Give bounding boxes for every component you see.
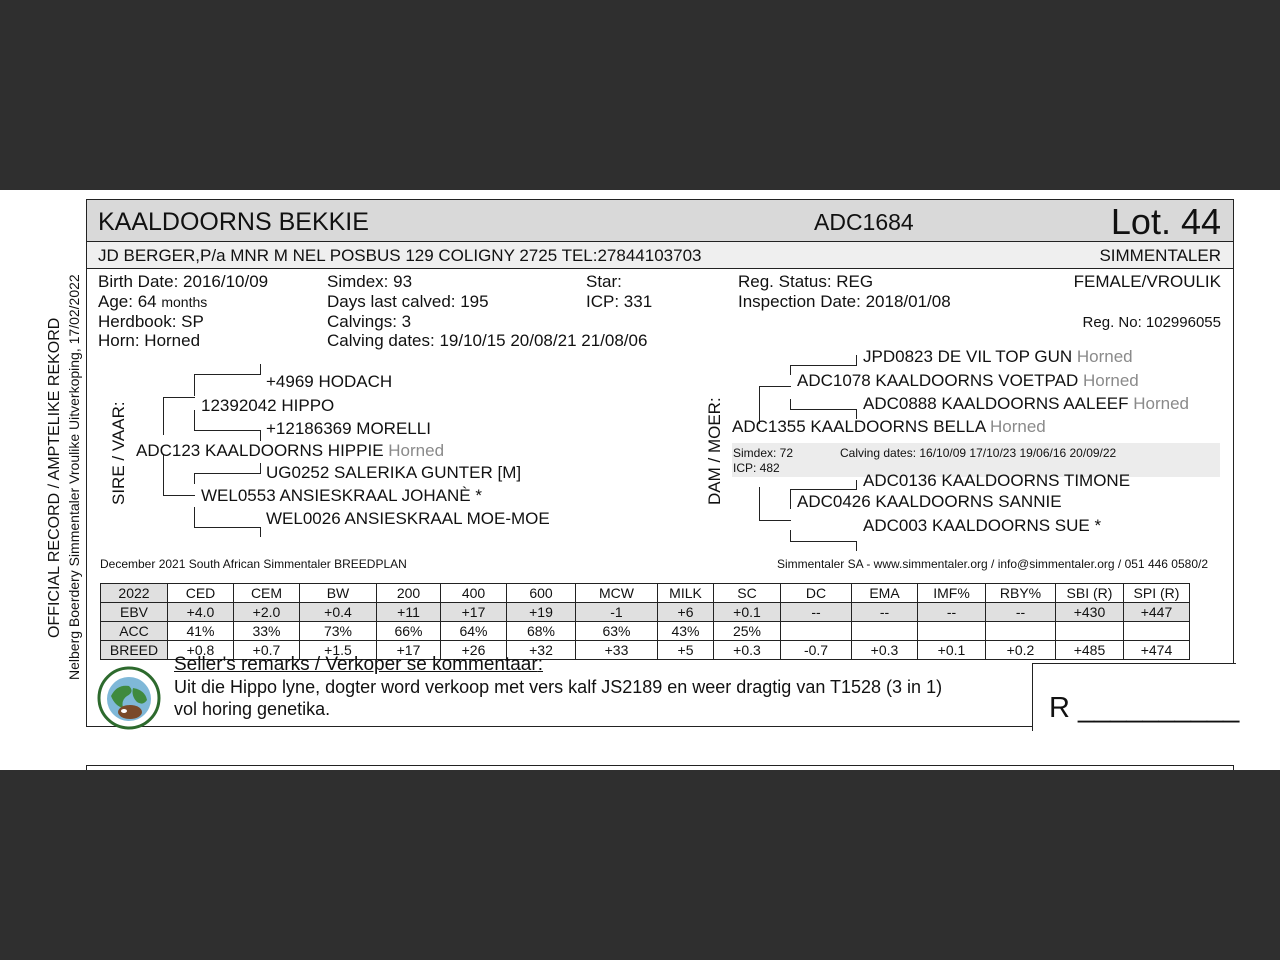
acc-cell — [852, 622, 918, 641]
acc-cell: 66% — [377, 622, 441, 641]
acc-cell — [781, 622, 852, 641]
ebv-col-header: DC — [781, 584, 852, 603]
sire-label: SIRE / VAAR: — [109, 401, 128, 505]
ebv-cell: -- — [852, 603, 918, 622]
breed-cell: +1.5 — [300, 641, 377, 660]
dam-simdex: Simdex: 72 — [733, 446, 794, 460]
ebv-col-header: SPI (R) — [1124, 584, 1190, 603]
reg-status: Reg. Status: REG — [738, 272, 874, 291]
remarks-line-2: vol horing genetika. — [174, 699, 331, 719]
breed-cell: +33 — [576, 641, 658, 660]
acc-cell: 41% — [168, 622, 234, 641]
ebv-cell: +19 — [507, 603, 576, 622]
dam-dam-dam: ADC003 KAALDOORNS SUE * — [863, 516, 1102, 535]
dam-sire-dam: ADC0888 KAALDOORNS AALEEF Horned — [863, 394, 1190, 413]
animal-name: KAALDOORNS BEKKIE — [98, 208, 369, 236]
breed-cell: +0.2 — [986, 641, 1056, 660]
days-last-calved: Days last calved: 195 — [327, 292, 489, 311]
ebv-col-header: IMF% — [918, 584, 986, 603]
ebv-cell: +11 — [377, 603, 441, 622]
animal-code: ADC1684 — [814, 209, 914, 235]
owner-bar — [87, 242, 1233, 269]
calving-dates: Calving dates: 19/10/15 20/08/21 21/08/06 — [327, 331, 648, 350]
herdbook: Herdbook: SP — [98, 312, 204, 331]
breed-cell: +0.1 — [918, 641, 986, 660]
dam-icp: ICP: 482 — [733, 461, 780, 475]
acc-cell: 43% — [658, 622, 714, 641]
simmentaler-logo-icon — [97, 666, 161, 730]
ebv-header-row — [101, 584, 1190, 603]
dam-label: DAM / MOER: — [705, 397, 724, 505]
next-lot-card-edge — [86, 765, 1234, 770]
ebv-col-header: 600 — [507, 584, 576, 603]
ebv-cell: +2.0 — [234, 603, 300, 622]
horn-status: Horn: Horned — [98, 331, 201, 350]
dam-dam-sire: ADC0136 KAALDOORNS TIMONE — [863, 471, 1131, 490]
reg-number: Reg. No: 102996055 — [1082, 314, 1221, 331]
star: Star: — [586, 272, 622, 291]
breed-cell: +0.3 — [852, 641, 918, 660]
owner-details: JD BERGER,P/a MNR M NEL POSBUS 129 COLIGNY 2725 TEL:27844103703 — [98, 246, 702, 265]
ebv-cell: EBV — [101, 603, 168, 622]
breedplan-contact: Simmentaler SA - www.simmentaler.org / info@simmentaler.org / 051 446 0580/2 — [776, 557, 1208, 571]
acc-row — [101, 622, 1190, 641]
ebv-cell: +6 — [658, 603, 714, 622]
breed-label: SIMMENTALER — [1099, 246, 1221, 265]
ebv-cell: -- — [986, 603, 1056, 622]
ebv-col-header: SC — [714, 584, 781, 603]
breed-cell: +474 — [1124, 641, 1190, 660]
acc-cell: 63% — [576, 622, 658, 641]
acc-cell: 73% — [300, 622, 377, 641]
ebv-col-header: RBY% — [986, 584, 1056, 603]
dam-name: ADC1355 KAALDOORNS BELLA Horned — [732, 417, 1046, 436]
breed-cell: BREED — [101, 641, 168, 660]
ebv-cell: +447 — [1124, 603, 1190, 622]
remarks-line-1: Uit die Hippo lyne, dogter word verkoop met vers kalf JS2189 en weer dragtig van T1528 (3 in 1) — [174, 677, 943, 697]
sire-sire: 12392042 HIPPO — [201, 396, 335, 415]
acc-cell: 33% — [234, 622, 300, 641]
ebv-cell: +430 — [1056, 603, 1124, 622]
inspection-date: Inspection Date: 2018/01/08 — [738, 292, 951, 311]
age: Age: 64 months — [98, 292, 208, 311]
ebv-cell: +17 — [441, 603, 507, 622]
sire-dam: WEL0553 ANSIESKRAAL JOHANÈ * — [201, 486, 482, 505]
dam-sire: ADC1078 KAALDOORNS VOETPAD Horned — [797, 371, 1139, 390]
ebv-cell: +0.4 — [300, 603, 377, 622]
sire-sire-sire: +4969 HODACH — [266, 372, 393, 391]
ebv-col-header: BW — [300, 584, 377, 603]
breed-cell: +5 — [658, 641, 714, 660]
acc-cell — [1056, 622, 1124, 641]
sire-dam-sire: UG0252 SALERIKA GUNTER [M] — [266, 463, 522, 482]
title-bar — [87, 200, 1233, 242]
breedplan-source: December 2021 South African Simmentaler BREEDPLAN — [100, 557, 407, 571]
breed-cell: -0.7 — [781, 641, 852, 660]
ebv-cell: +0.1 — [714, 603, 781, 622]
ebv-cell: -- — [918, 603, 986, 622]
sire-dam-dam: WEL0026 ANSIESKRAAL MOE-MOE — [266, 509, 550, 528]
birth-date: Birth Date: 2016/10/09 — [98, 272, 269, 291]
acc-cell — [986, 622, 1056, 641]
ebv-col-header: 2022 — [101, 584, 168, 603]
dam-sire-sire: JPD0823 DE VIL TOP GUN Horned — [863, 347, 1133, 366]
ebv-col-header: CEM — [234, 584, 300, 603]
ebv-col-header: MCW — [576, 584, 658, 603]
breed-cell: +0.7 — [234, 641, 300, 660]
official-record-label: OFFICIAL RECORD / AMPTELIKE REKORD — [46, 317, 63, 638]
auction-label: Nelberg Boerdery Simmentaler Vroulike Uitverkoping, 17/02/2022 — [66, 274, 82, 680]
ebv-cell: +4.0 — [168, 603, 234, 622]
ebv-table — [100, 583, 1190, 660]
breed-cell: +17 — [377, 641, 441, 660]
ebv-col-header: EMA — [852, 584, 918, 603]
remarks-title: Seller's remarks / Verkoper se kommentaar: — [174, 654, 543, 675]
icp: ICP: 331 — [586, 292, 653, 311]
breed-cell: +0.3 — [714, 641, 781, 660]
ebv-row — [101, 603, 1190, 622]
catalog-sheet — [0, 190, 1280, 770]
price-field[interactable]: R __________ — [1049, 692, 1240, 724]
price-box — [1032, 663, 1240, 731]
simdex: Simdex: 93 — [327, 272, 413, 291]
dam-dam: ADC0426 KAALDOORNS SANNIE — [797, 492, 1062, 511]
dam-calving-dates: Calving dates: 16/10/09 17/10/23 19/06/16 20/09/22 — [840, 446, 1117, 460]
lot-card — [86, 199, 1240, 727]
ebv-col-header: 200 — [377, 584, 441, 603]
ebv-col-header: 400 — [441, 584, 507, 603]
ebv-col-header: SBI (R) — [1056, 584, 1124, 603]
ebv-cell: -- — [781, 603, 852, 622]
acc-cell: ACC — [101, 622, 168, 641]
sire-sire-dam: +12186369 MORELLI — [266, 419, 431, 438]
lot-number: Lot. 44 — [1110, 201, 1221, 242]
acc-cell: 25% — [714, 622, 781, 641]
acc-cell: 64% — [441, 622, 507, 641]
acc-cell: 68% — [507, 622, 576, 641]
ebv-col-header: CED — [168, 584, 234, 603]
ebv-cell: -1 — [576, 603, 658, 622]
breed-cell: +26 — [441, 641, 507, 660]
breed-cell: +32 — [507, 641, 576, 660]
ebv-col-header: MILK — [658, 584, 714, 603]
sex-label: FEMALE/VROULIK — [1073, 272, 1221, 291]
breed-cell: +0.8 — [168, 641, 234, 660]
breed-cell: +485 — [1056, 641, 1124, 660]
acc-cell — [918, 622, 986, 641]
acc-cell — [1124, 622, 1190, 641]
sire-name: ADC123 KAALDOORNS HIPPIE Horned — [136, 441, 445, 460]
calvings: Calvings: 3 — [327, 312, 412, 331]
